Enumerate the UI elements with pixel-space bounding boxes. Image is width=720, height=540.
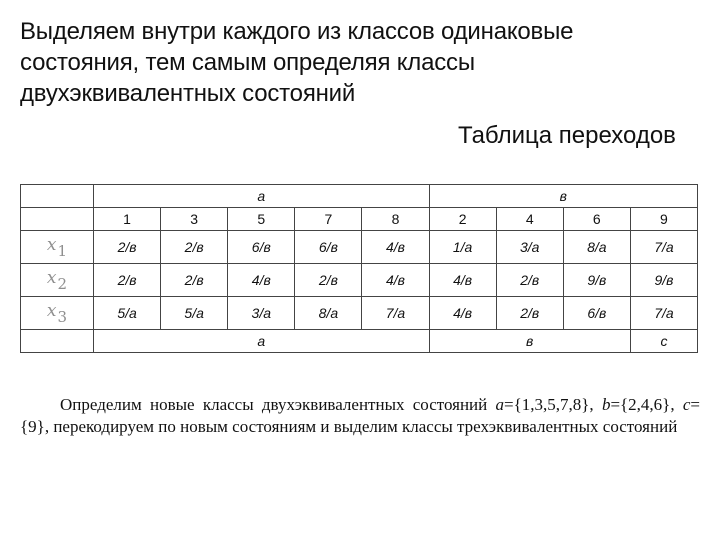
row-label-cell <box>21 330 94 353</box>
table-cell: 4/в <box>429 264 496 297</box>
class-label-a: а <box>94 330 430 353</box>
explanation-paragraph <box>20 394 700 438</box>
table-cell: 4/в <box>228 264 295 297</box>
state-header: 8 <box>362 208 429 231</box>
table-cell: 2/в <box>295 264 362 297</box>
paragraph-text-2: перекодируем по новым состояниям и выделим классы трехэквивалентных состояний <box>53 417 678 436</box>
table-cell: 2/в <box>94 231 161 264</box>
table-cell: 9/в <box>630 264 697 297</box>
class-set-b: ={2,4,6}, <box>610 395 675 414</box>
heading-line-3: двухэквивалентных состояний <box>20 80 356 107</box>
slide-heading <box>20 16 680 109</box>
table-cell: 3/а <box>228 297 295 330</box>
input-label-x1: $x_1$ <box>21 231 94 264</box>
table-cell: 2/в <box>496 297 563 330</box>
table-cell: 6/в <box>295 231 362 264</box>
class-label-c: с <box>630 330 697 353</box>
table-state-row <box>21 208 698 231</box>
group-header-b: в <box>429 185 697 208</box>
table-cell: 4/в <box>362 231 429 264</box>
class-label-b: в <box>429 330 630 353</box>
table-cell: 4/в <box>429 297 496 330</box>
table-caption: Таблица переходов <box>458 122 676 149</box>
class-set-c: ={9}, <box>20 395 700 436</box>
state-header: 1 <box>94 208 161 231</box>
table-cell: 2/в <box>496 264 563 297</box>
state-header: 7 <box>295 208 362 231</box>
table-cell: 7/а <box>362 297 429 330</box>
heading-line-2: состояния, тем самым определяя классы <box>20 49 475 76</box>
class-var-c: c <box>682 395 691 414</box>
row-label-cell <box>21 208 94 231</box>
table-cell: 1/а <box>429 231 496 264</box>
corner-cell <box>21 185 94 208</box>
table-cell: 5/а <box>161 297 228 330</box>
table-group-header-row <box>21 185 698 208</box>
state-header: 3 <box>161 208 228 231</box>
input-label-x2: $x_2$ <box>21 264 94 297</box>
table-cell: 7/а <box>630 231 697 264</box>
table-cell: 9/в <box>563 264 630 297</box>
table-cell: 2/в <box>161 264 228 297</box>
transition-table <box>20 184 698 353</box>
table-cell: 3/а <box>496 231 563 264</box>
table-class-row <box>21 330 698 353</box>
table-row <box>21 231 698 264</box>
state-header: 2 <box>429 208 496 231</box>
class-var-b: b <box>601 395 611 414</box>
table-cell: 6/в <box>563 297 630 330</box>
state-header: 6 <box>563 208 630 231</box>
table-row <box>21 264 698 297</box>
table-cell: 7/а <box>630 297 697 330</box>
table-cell: 2/в <box>161 231 228 264</box>
table-cell: 5/а <box>94 297 161 330</box>
table-cell: 4/в <box>362 264 429 297</box>
paragraph-text-1: Определим новые классы двухэквивалентных состояний <box>60 395 488 414</box>
state-header: 9 <box>630 208 697 231</box>
table-cell: 6/в <box>228 231 295 264</box>
table-cell: 8/а <box>295 297 362 330</box>
table-row <box>21 297 698 330</box>
state-header: 4 <box>496 208 563 231</box>
table-cell: 8/а <box>563 231 630 264</box>
state-header: 5 <box>228 208 295 231</box>
class-set-a: ={1,3,5,7,8}, <box>504 395 594 414</box>
table-cell: 2/в <box>94 264 161 297</box>
input-label-x3: $x_3$ <box>21 297 94 330</box>
group-header-a: а <box>94 185 430 208</box>
class-var-a: a <box>495 395 505 414</box>
heading-line-1: Выделяем внутри каждого из классов одинаковые <box>20 18 574 45</box>
